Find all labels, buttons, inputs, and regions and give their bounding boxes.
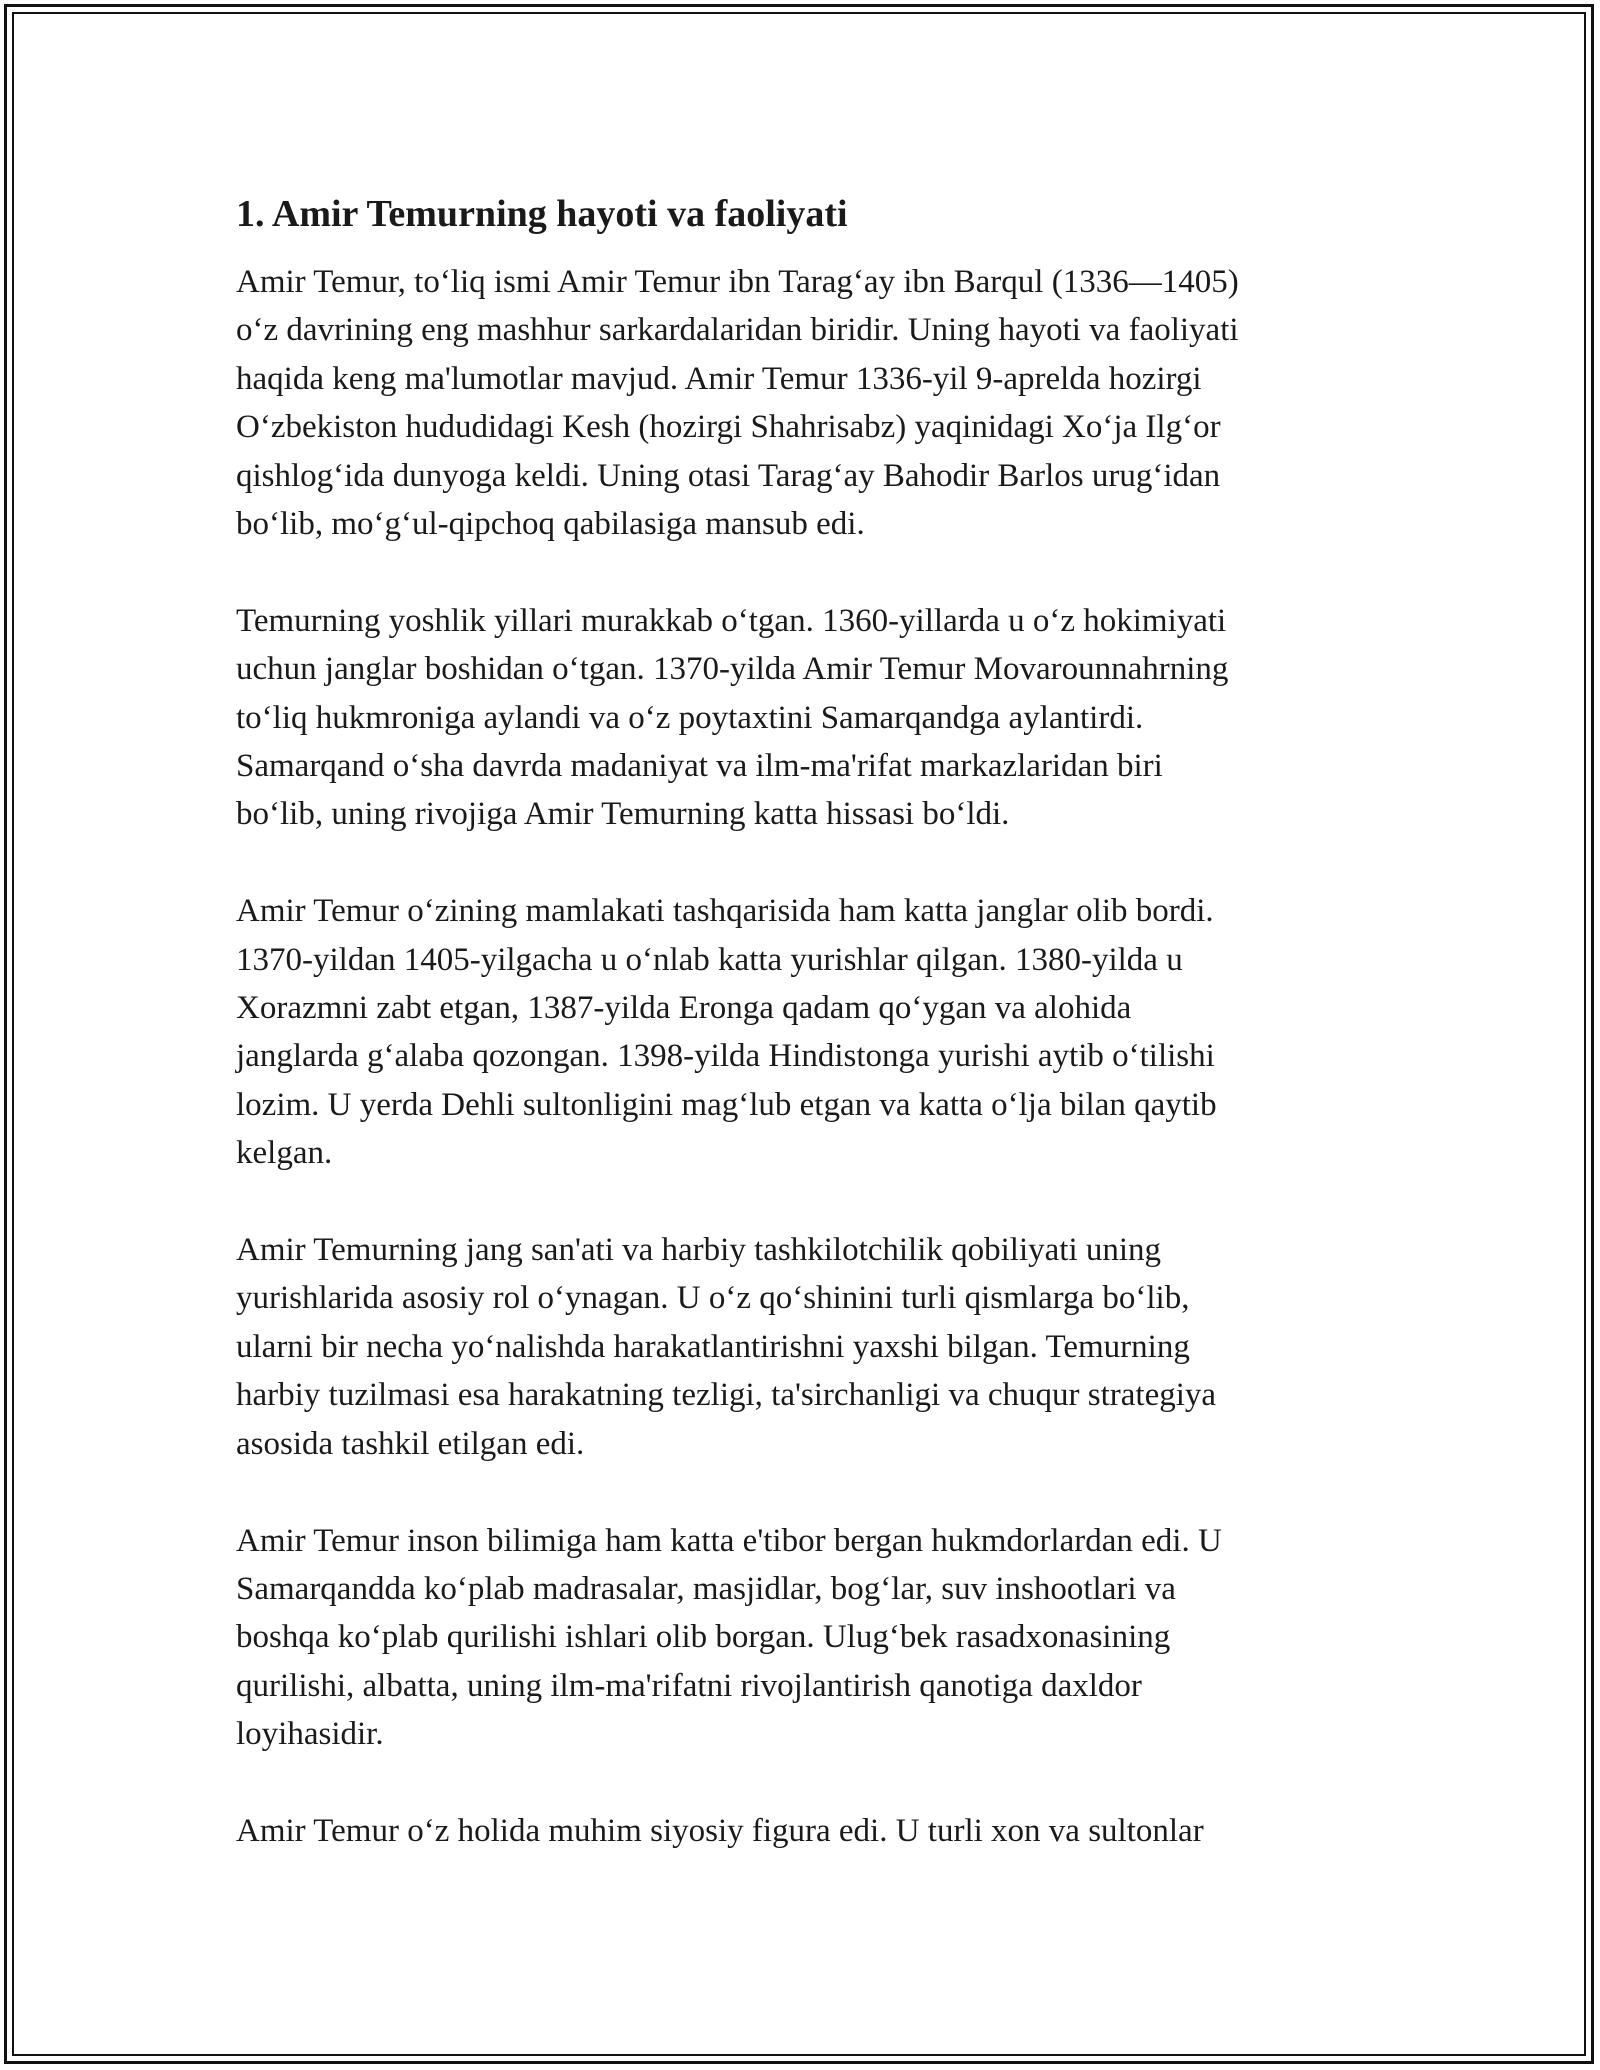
paragraph-4: Amir Temurning jang san'ati va harbiy tashkilotchilik qobiliyati uning yurishlarida asosiy rol o‘ynagan. U o‘z qo‘shinini turli qismlarga bo‘lib, ularni bir necha yo‘nalishda harakatlantirishni yaxshi bilgan. Temurning harbiy tuzilmasi esa harakatning tezligi, ta'sirchanligi va chuqur strategiya asosida tashkil etilgan edi. bbox=[236, 1232, 1217, 1462]
section-heading: 1. Amir Temurning hayoti va faoliyati bbox=[236, 193, 848, 235]
paragraph-5: Amir Temur inson bilimiga ham katta e'tibor bergan hukmdorlardan edi. U Samarqandda ko‘plab madrasalar, masjidlar, bog‘lar, suv inshootlari va boshqa ko‘plab qurilishi ishlari olib borgan. Ulug‘bek rasadxonasining qurilishi, albatta, uning ilm-ma'rifatni rivojlantirish qanotiga daxldor loyihasidir. bbox=[236, 1522, 1222, 1753]
paragraph-3: Amir Temur o‘zining mamlakati tashqarisida ham katta janglar olib bordi. 1370-yildan 1405-yilgacha u o‘nlab katta yurishlar qilgan. 1380-yilda u Xorazmni zabt etgan, 1387-yilda Eronga qadam qo‘ygan va alohida janglarda g‘alaba qozongan. 1398-yilda Hindistonga yurishi aytib o‘tilishi lozim. U yerda Dehli sultonligini mag‘lub etgan va katta o‘lja bilan qaytib kelgan. bbox=[236, 893, 1217, 1172]
document-body bbox=[236, 188, 1386, 1855]
paragraph-2: Temurning yoshlik yillari murakkab o‘tgan. 1360-yillarda u o‘z hokimiyati uchun janglar boshidan o‘tgan. 1370-yilda Amir Temur Movarounnahrning to‘liq hukmroniga aylandi va o‘z poytaxtini Samarqandga aylantirdi. Samarqand o‘sha davrda madaniyat va ilm-ma'rifat markazlaridan biri bo‘lib, uning rivojiga Amir Temurning katta hissasi bo‘ldi. bbox=[236, 602, 1229, 833]
paragraph-6: Amir Temur o‘z holida muhim siyosiy figura edi. U turli xon va sultonlar bbox=[236, 1812, 1204, 1849]
paragraph-1: Amir Temur, to‘liq ismi Amir Temur ibn Tarag‘ay ibn Barqul (1336—1405) o‘z davrining eng mashhur sarkardalaridan biridir. Uning hayoti va faoliyati haqida keng ma'lumotlar mavjud. Amir Temur 1336-yil 9-aprelda hozirgi O‘zbekiston hududidagi Kesh (hozirgi Shahrisabz) yaqinidagi Xo‘ja Ilg‘or qishlog‘ida dunyoga keldi. Uning otasi Tarag‘ay Bahodir Barlos urug‘idan bo‘lib, mo‘g‘ul-qipchoq qabilasiga mansub edi. bbox=[236, 264, 1239, 543]
